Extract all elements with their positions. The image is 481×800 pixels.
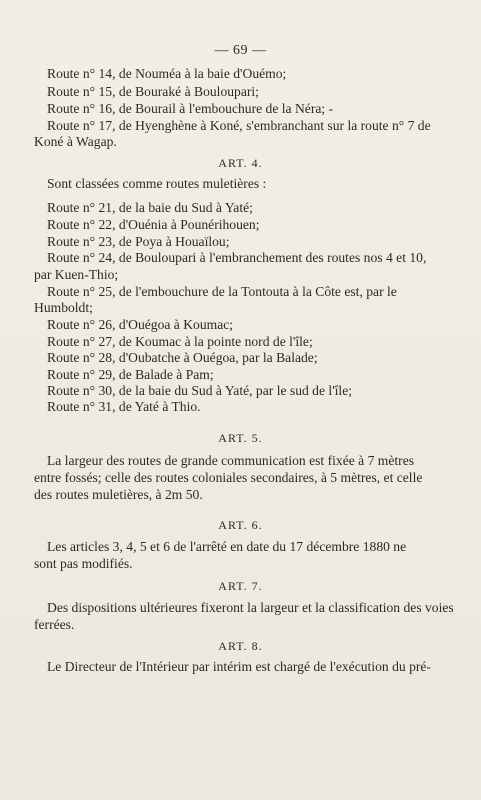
text-line: Des dispositions ultérieures fixeront la largeur et la classification des voies [47, 600, 454, 615]
text-line: Route n° 23, de Poya à Houaïlou; [47, 234, 230, 249]
text-line: Route n° 31, de Yaté à Thio. [47, 399, 201, 414]
text-line: Route n° 22, d'Ouénia à Pounérihouen; [47, 217, 260, 232]
text-line: Route n° 15, de Bouraké à Bouloupari; [47, 84, 259, 99]
text-line: Route n° 26, d'Ouégoa à Koumac; [47, 317, 234, 332]
text-line: Route n° 28, d'Oubatche à Ouégoa, par la Balade; [47, 350, 318, 365]
text-line: Route n° 29, de Balade à Pam; [47, 367, 214, 382]
text-line: sont pas modifiés. [34, 556, 133, 571]
text-line: Route n° 24, de Bouloupari à l'embranchement des routes nos 4 et 10, [47, 250, 427, 265]
text-line: Humboldt; [34, 300, 93, 315]
text-line: Route n° 17, de Hyenghène à Koné, s'embranchant sur la route n° 7 de [47, 118, 431, 133]
article-heading-8: ART. 8. [218, 639, 263, 653]
text-line: Route n° 14, de Nouméa à la baie d'Ouémo; [47, 66, 287, 81]
text-line: Koné à Wagap. [34, 134, 117, 149]
text-line: Route n° 27, de Koumac à la pointe nord de l'île; [47, 334, 313, 349]
text-line: des routes muletières, à 2m 50. [34, 487, 203, 502]
article-heading-7: ART. 7. [218, 579, 263, 593]
text-line: par Kuen-Thio; [34, 267, 119, 282]
text-line: entre fossés; celle des routes coloniales secondaires, à 5 mètres, et celle [34, 470, 423, 485]
page-number: — 69 — [214, 43, 267, 58]
text-line: Route n° 21, de la baie du Sud à Yaté; [47, 200, 253, 215]
article-heading-6: ART. 6. [218, 518, 263, 532]
text-line: Route n° 25, de l'embouchure de la Tontouta à la Côte est, par le [47, 284, 397, 299]
text-line: Les articles 3, 4, 5 et 6 de l'arrêté en date du 17 décembre 1880 ne [47, 539, 407, 554]
text-line: Sont classées comme routes muletières : [47, 176, 267, 191]
text-line: Route n° 30, de la baie du Sud à Yaté, par le sud de l'île; [47, 383, 353, 398]
text-line: La largeur des routes de grande communication est fixée à 7 mètres [47, 453, 415, 468]
article-heading-5: ART. 5. [218, 431, 263, 445]
text-line: ferrées. [34, 617, 75, 632]
text-line: Route n° 16, de Bourail à l'embouchure de la Néra; - [47, 101, 334, 116]
article-heading-4: ART. 4. [218, 156, 263, 170]
text-line: Le Directeur de l'Intérieur par intérim est chargé de l'exécution du pré- [47, 659, 431, 674]
